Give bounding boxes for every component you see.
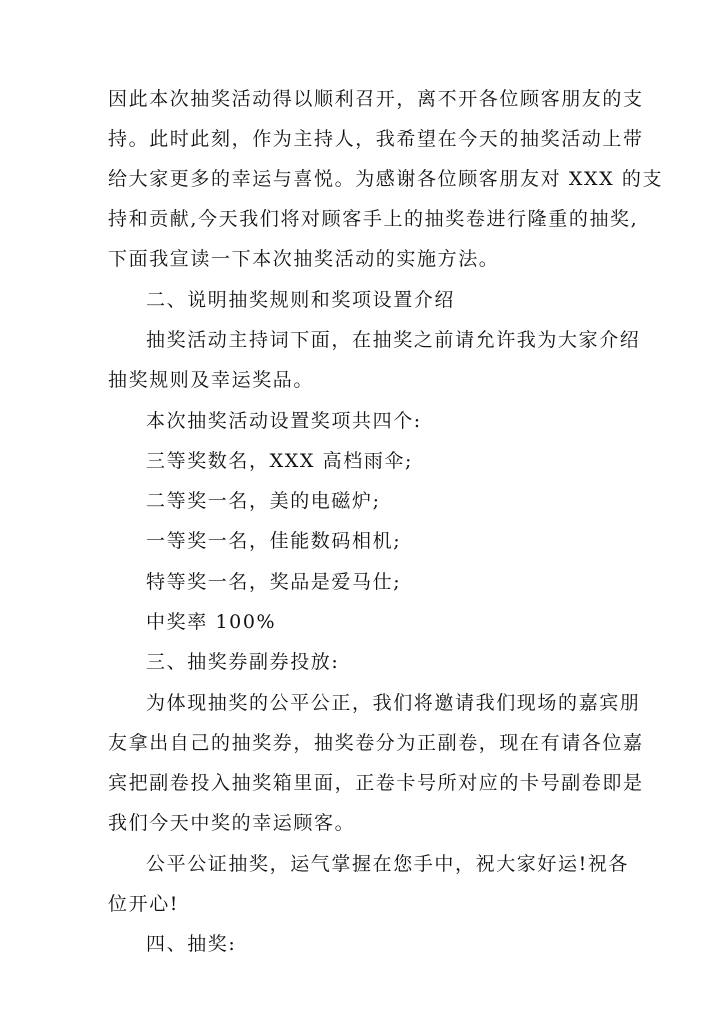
prize-line: 三等奖数名，XXX 高档雨伞; <box>146 450 414 472</box>
paragraph-line: 因此本次抽奖活动得以顺利召开，离不开各位顾客朋友的支 <box>108 88 644 110</box>
win-rate-line: 中奖率 100% <box>146 611 277 633</box>
section-heading: 二、说明抽奖规则和奖项设置介绍 <box>146 289 456 311</box>
paragraph-line: 本次抽奖活动设置奖项共四个: <box>146 410 422 432</box>
section-heading: 四、抽奖: <box>146 933 237 955</box>
paragraph-line: 公平公证抽奖，运气掌握在您手中，祝大家好运!祝各 <box>146 853 630 875</box>
prize-line: 二等奖一名，美的电磁炉; <box>146 490 381 512</box>
paragraph-line: 持和贡献,今天我们将对顾客手上的抽奖卷进行隆重的抽奖, <box>108 208 639 230</box>
paragraph-line: 友拿出自己的抽奖券，抽奖卷分为正副卷，现在有请各位嘉 <box>108 732 644 754</box>
paragraph-line: 抽奖活动主持词下面，在抽奖之前请允许我为大家介绍 <box>146 329 641 351</box>
paragraph-line: 下面我宣读一下本次抽奖活动的实施方法。 <box>108 248 500 270</box>
section-heading: 三、抽奖券副券投放: <box>146 651 340 673</box>
paragraph-line: 我们今天中奖的幸运顾客。 <box>108 812 356 834</box>
paragraph-line: 位开心! <box>108 893 180 915</box>
paragraph-line: 宾把副卷投入抽奖箱里面，正卷卡号所对应的卡号副卷即是 <box>108 772 644 794</box>
prize-line: 特等奖一名，奖品是爱马仕; <box>146 571 402 593</box>
paragraph-line: 抽奖规则及幸运奖品。 <box>108 369 315 391</box>
paragraph-line: 给大家更多的幸运与喜悦。为感谢各位顾客朋友对 XXX 的支 <box>108 168 664 190</box>
paragraph-line: 为体现抽奖的公平公正，我们将邀请我们现场的嘉宾朋 <box>146 692 641 714</box>
prize-line: 一等奖一名，佳能数码相机; <box>146 530 402 552</box>
paragraph-line: 持。此时此刻，作为主持人，我希望在今天的抽奖活动上带 <box>108 128 644 150</box>
